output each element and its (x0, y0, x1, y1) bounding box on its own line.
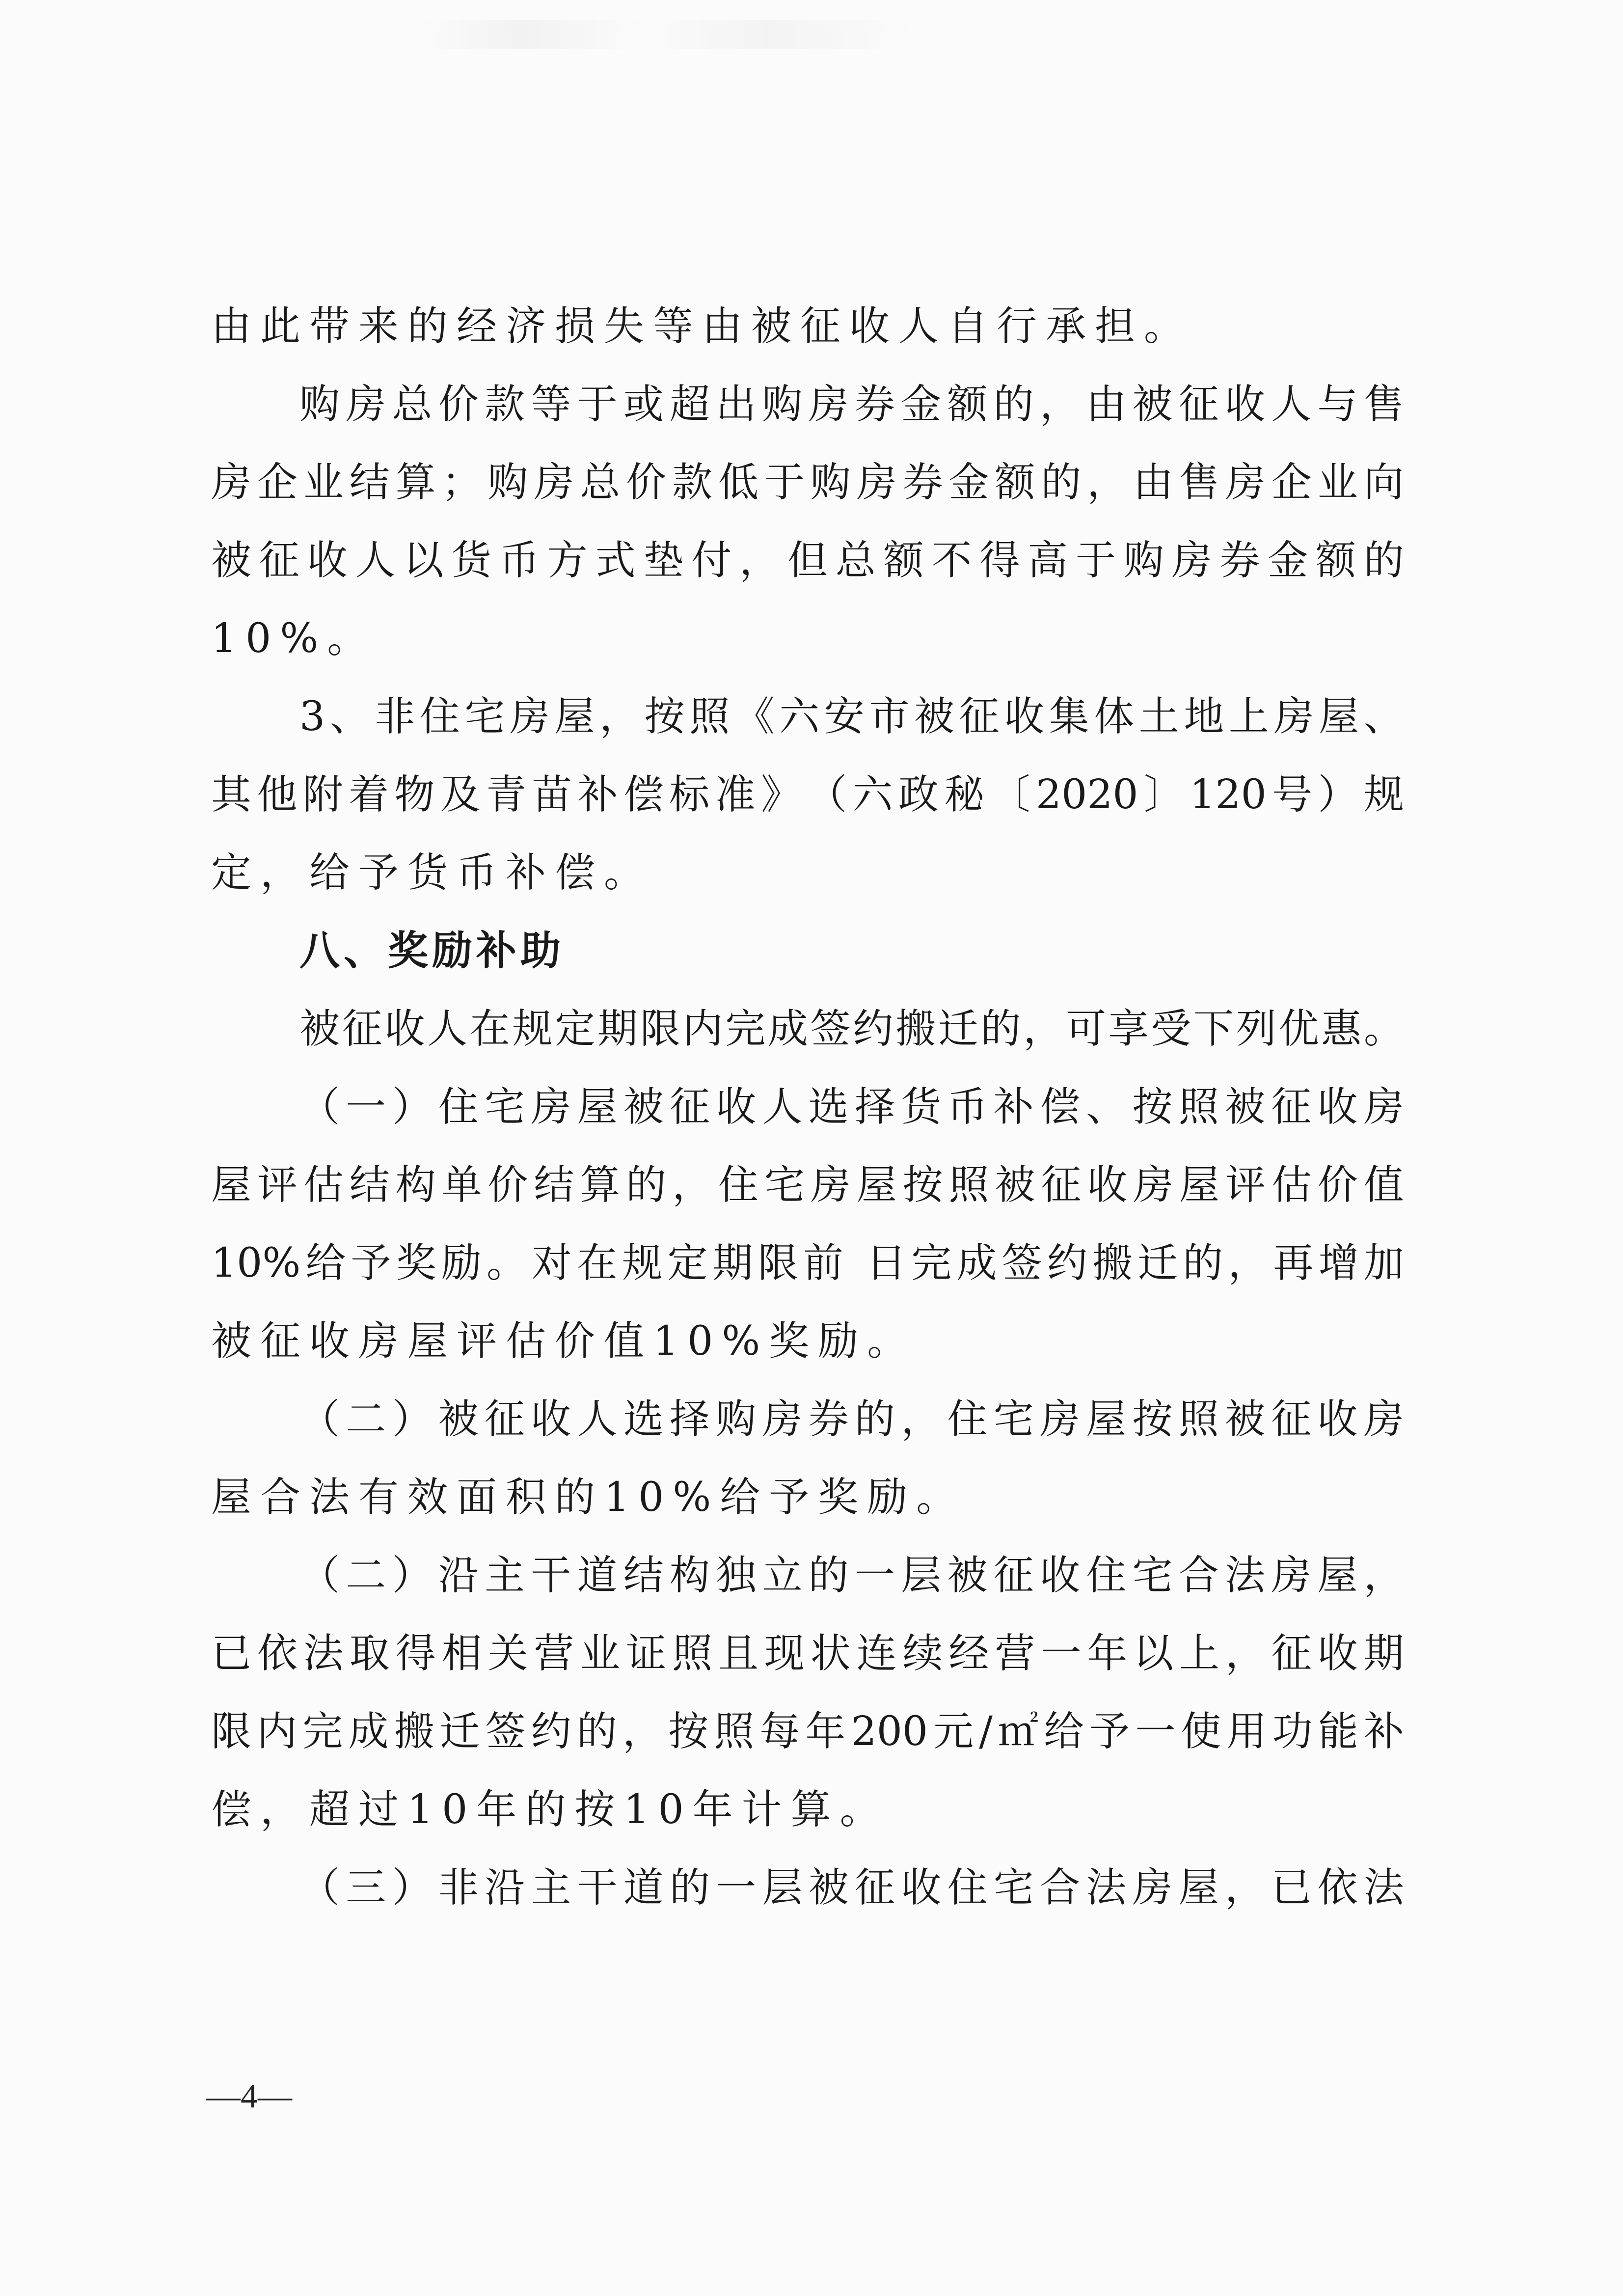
text-line: 由此带来的经济损失等由被征收人自行承担。 (211, 303, 1193, 350)
text-line: 屋合法有效面积的10%给予奖励。 (211, 1474, 966, 1521)
text-line: （ 三 ） 非 沿 主 干 道 的 一 层 被 征 收 住 宅 合 法 房 屋 ， 已 依 法 (299, 1864, 1404, 1911)
section-heading: 八、奖励补助 (299, 928, 565, 974)
text-line: 限 内 完 成 搬 迁 签 约 的 ， 按 照 每 年 200 元 / ㎡ 给 予 一 使 用 功 能 补 (211, 1708, 1404, 1755)
text-line: 10% 给 予 奖 励 。 对 在 规 定 期 限 前 日 完 成 签 约 搬 迁 的 ， 再 增 加 (211, 1240, 1404, 1286)
text-line: （ 二 ） 被 征 收 人 选 择 购 房 券 的 ， 住 宅 房 屋 按 照 被 征 收 房 (299, 1396, 1404, 1443)
text-line: 屋 评 估 结 构 单 价 结 算 的 ， 住 宅 房 屋 按 照 被 征 收 房 屋 评 估 价 值 (211, 1162, 1404, 1208)
text-line: （ 一 ） 住 宅 房 屋 被 征 收 人 选 择 货 币 补 偿 、 按 照 被 征 收 房 (299, 1084, 1404, 1130)
text-line: 购 房 总 价 款 等 于 或 超 出 购 房 券 金 额 的 ， 由 被 征 收 人 与 售 (299, 381, 1404, 428)
text-line: 被 征 收 人 以 货 币 方 式 垫 付 ， 但 总 额 不 得 高 于 购 房 券 金 额 的 (211, 537, 1404, 584)
text-line: 偿，超过10年的按10年计算。 (211, 1786, 889, 1833)
text-line: 被 征 收 人 在 规 定 期 限 内 完 成 签 约 搬 迁 的 ， 可 享 受 下 列 优 惠 。 (299, 1006, 1404, 1052)
text-line: 被征收房屋评估价值10%奖励。 (211, 1318, 917, 1365)
page-number: —4— (206, 2077, 292, 2115)
scan-artifact (422, 20, 913, 49)
text-line: （ 二 ） 沿 主 干 道 结 构 独 立 的 一 层 被 征 收 住 宅 合 法 房 屋 ， (299, 1552, 1404, 1599)
text-line: 3 、 非 住 宅 房 屋 ， 按 照 《 六 安 市 被 征 收 集 体 土 地 上 房 屋 、 (299, 693, 1404, 740)
text-line: 定，给予货币补偿。 (211, 849, 653, 896)
text-line: 10%。 (211, 615, 377, 662)
text-line: 其 他 附 着 物 及 青 苗 补 偿 标 准 》 （ 六 政 秘 〔 2020 〕 120 号 ） 规 (211, 771, 1404, 818)
text-line: 房 企 业 结 算 ； 购 房 总 价 款 低 于 购 房 券 金 额 的 ， 由 售 房 企 业 向 (211, 459, 1404, 506)
text-line: 已 依 法 取 得 相 关 营 业 证 照 且 现 状 连 续 经 营 一 年 以 上 ， 征 收 期 (211, 1630, 1404, 1677)
